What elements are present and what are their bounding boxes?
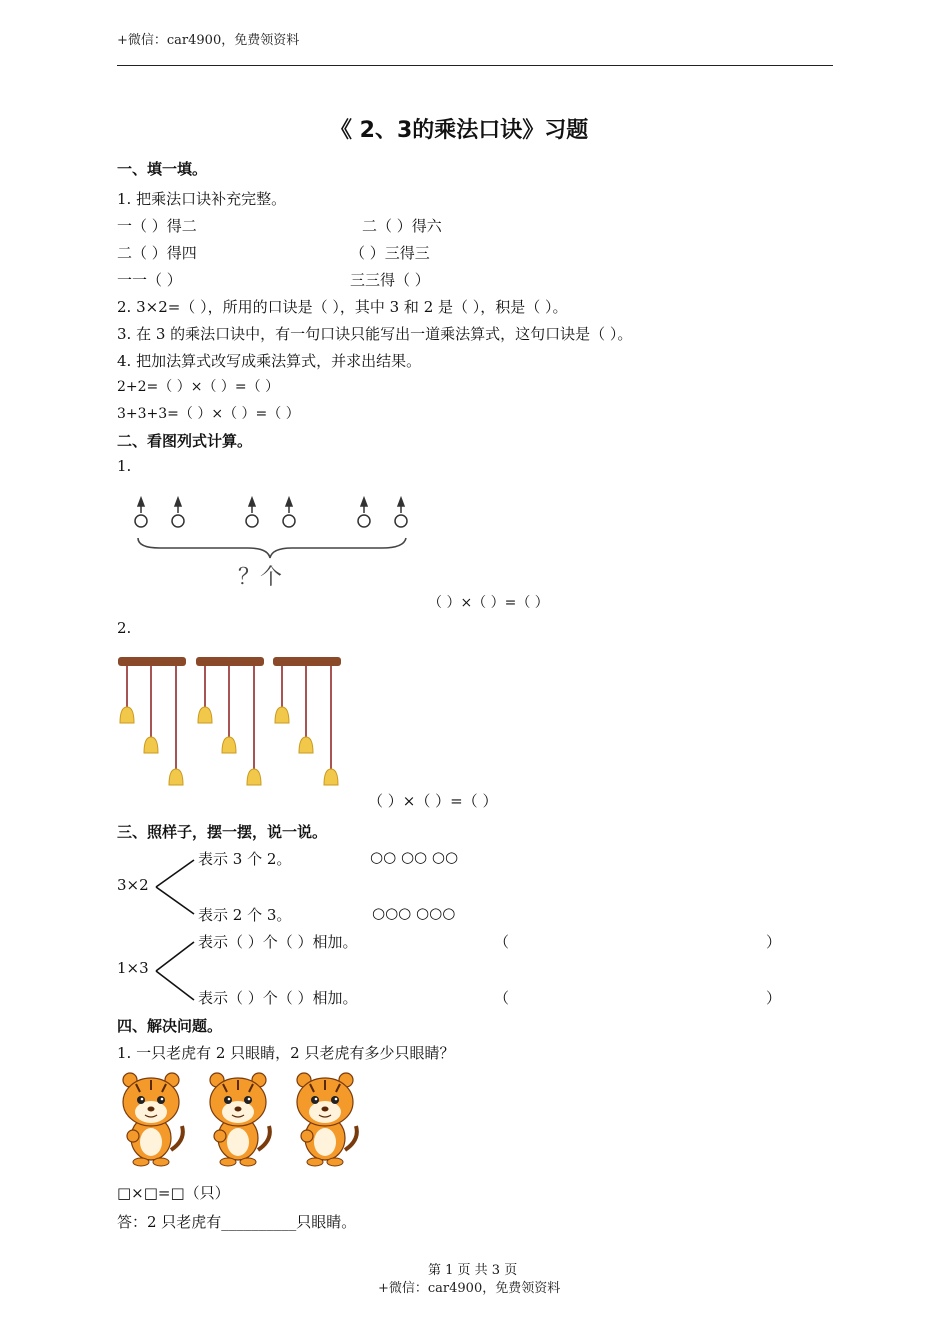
brace-icon bbox=[138, 538, 406, 558]
s2-eq1: （ ）×（ ）=（ ） bbox=[428, 595, 549, 611]
page-title: 《 2、3的乘法口诀》习题 bbox=[330, 118, 589, 143]
ex2-top-paren-open: （ bbox=[494, 933, 510, 951]
section1-heading: 一、填一填。 bbox=[117, 160, 208, 178]
s1-q4: 4. 把加法算式改写成乘法算式，并求出结果。 bbox=[117, 352, 422, 370]
s1-q3: 3. 在 3 的乘法口诀中，有一句口诀只能写出一道乘法算式，这句口诀是（ ）。 bbox=[117, 325, 633, 343]
s1-q2: 2. 3×2=（ ），所用的口诀是（ ），其中 3 和 2 是（ ），积是（ ）。 bbox=[117, 298, 568, 316]
s1-r2b: （ ）三得三 bbox=[350, 244, 430, 262]
ex1-expression: 3×2 bbox=[117, 876, 149, 894]
s1-q4a: 2+2=（ ）×（ ）=（ ） bbox=[117, 379, 280, 395]
lamp-icon bbox=[198, 707, 212, 723]
s1-r1a: 一（ ）得二 bbox=[117, 217, 197, 235]
lamps-figure bbox=[116, 655, 346, 805]
brace-label: ？个 bbox=[238, 565, 283, 590]
section4-heading: 四、解决问题。 bbox=[117, 1017, 223, 1035]
tiger-icon bbox=[210, 1073, 270, 1166]
lamp-icon bbox=[275, 707, 289, 723]
s4-q1: 1. 一只老虎有 2 只眼睛，2 只老虎有多少只眼睛？ bbox=[117, 1044, 455, 1062]
ex1-bottom-text: 表示 2 个 3。 bbox=[198, 906, 292, 924]
ex2-bottom-paren-open: （ bbox=[494, 989, 510, 1007]
lamp-bar-1 bbox=[118, 657, 186, 666]
ex2-branch bbox=[150, 938, 200, 1006]
s4-answer: 答：2 只老虎有__________只眼睛。 bbox=[117, 1213, 357, 1231]
lamp-bar-2 bbox=[196, 657, 264, 666]
section2-heading: 二、看图列式计算。 bbox=[117, 432, 253, 450]
radish-group-1 bbox=[135, 498, 184, 527]
header-divider bbox=[117, 65, 833, 66]
s2-eq2: （ ）×（ ）=（ ） bbox=[368, 792, 498, 810]
ex2-expression: 1×3 bbox=[117, 959, 149, 977]
s2-n2: 2. bbox=[117, 619, 132, 637]
ex2-top-paren-close: ） bbox=[766, 933, 782, 951]
s1-q1: 1. 把乘法口诀补充完整。 bbox=[117, 190, 287, 208]
ex2-top-text: 表示（ ）个（ ）相加。 bbox=[198, 933, 358, 951]
lamp-icon bbox=[247, 769, 261, 785]
tigers-figure bbox=[116, 1070, 386, 1170]
radish-group-3 bbox=[358, 498, 407, 527]
s2-n1: 1. bbox=[117, 457, 132, 475]
tiger-icon bbox=[123, 1073, 183, 1166]
header-note: +微信：car4900，免费领资料 bbox=[117, 33, 300, 48]
lamp-icon bbox=[222, 737, 236, 753]
lamp-icon bbox=[299, 737, 313, 753]
lamp-icon bbox=[144, 737, 158, 753]
ex2-bottom-text: 表示（ ）个（ ）相加。 bbox=[198, 989, 358, 1007]
ex1-top-text: 表示 3 个 2。 bbox=[198, 850, 292, 868]
s1-r3a: 一一（ ） bbox=[117, 271, 182, 289]
section3-heading: 三、照样子，摆一摆，说一说。 bbox=[117, 823, 328, 841]
lamp-icon bbox=[169, 769, 183, 785]
ex1-top-circles: ○○ ○○ ○○ bbox=[370, 848, 459, 866]
s1-r3b: 三三得（ ） bbox=[350, 271, 430, 289]
footer-note: +微信：car4900，免费领资料 bbox=[378, 1281, 561, 1296]
s4-formula: □×□=□（只） bbox=[117, 1184, 230, 1202]
ex2-bottom-paren-close: ） bbox=[766, 989, 782, 1007]
s1-r2a: 二（ ）得四 bbox=[117, 244, 197, 262]
lamp-icon bbox=[120, 707, 134, 723]
s1-q4b: 3+3+3=（ ）×（ ）=（ ） bbox=[117, 406, 300, 422]
ex1-bottom-circles: ○○○ ○○○ bbox=[372, 904, 456, 922]
radish-group-2 bbox=[246, 498, 295, 527]
page-number: 第 1 页 共 3 页 bbox=[428, 1263, 518, 1278]
lamp-icon bbox=[324, 769, 338, 785]
lamp-bar-3 bbox=[273, 657, 341, 666]
tiger-icon bbox=[297, 1073, 357, 1166]
s1-r1b: 二（ ）得六 bbox=[362, 217, 442, 235]
ex1-branch bbox=[150, 856, 200, 920]
